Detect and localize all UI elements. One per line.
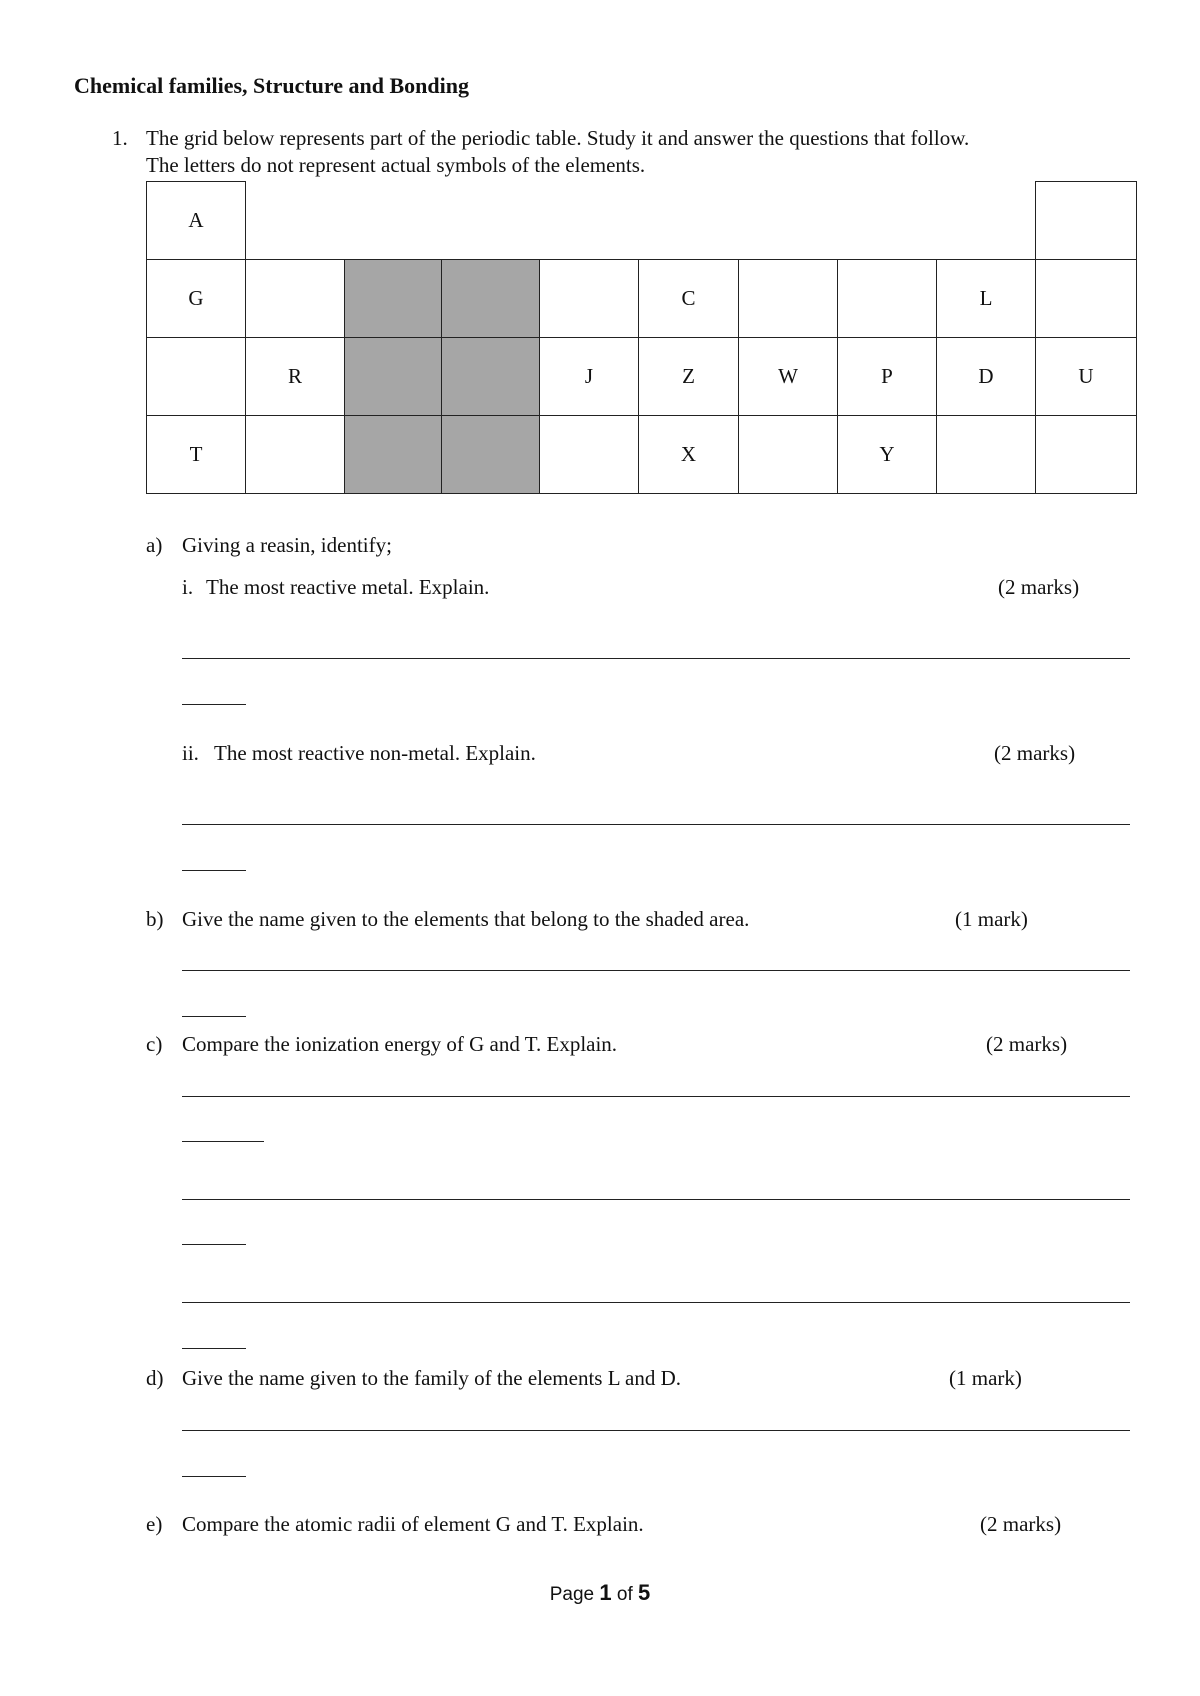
grid-cell-shaded	[442, 260, 540, 338]
answer-line[interactable]	[182, 970, 1130, 971]
answer-line[interactable]	[182, 1141, 264, 1142]
footer-page-total: 5	[638, 1580, 651, 1605]
part-a-i-label: i.	[182, 575, 194, 599]
grid-cell-shaded	[345, 416, 442, 494]
grid-cell	[1036, 416, 1137, 494]
grid-row-1	[147, 182, 1137, 260]
periodic-table-grid	[146, 181, 1137, 494]
answer-line[interactable]	[182, 658, 1130, 659]
part-c-marks: (2 marks)	[986, 1032, 1068, 1056]
grid-cell-shaded	[442, 416, 540, 494]
question-intro-line2: The letters do not represent actual symbols of the elements.	[146, 153, 646, 177]
page-title: Chemical families, Structure and Bonding	[74, 73, 470, 98]
answer-line[interactable]	[182, 1199, 1130, 1200]
answer-line[interactable]	[182, 1244, 246, 1245]
grid-cell: G	[147, 260, 246, 338]
grid-cell: X	[639, 416, 739, 494]
grid-cell-shaded	[345, 260, 442, 338]
answer-line[interactable]	[182, 1302, 1130, 1303]
part-a-text: Giving a reasin, identify;	[182, 533, 392, 557]
grid-cell: U	[1036, 338, 1137, 416]
grid-gap	[246, 182, 1036, 260]
grid-row-4	[147, 416, 1137, 494]
part-e-label: e)	[146, 1512, 163, 1536]
part-a-i-text: The most reactive metal. Explain.	[206, 575, 490, 599]
part-e-marks: (2 marks)	[980, 1512, 1062, 1536]
grid-cell: P	[838, 338, 937, 416]
grid-cell	[246, 260, 345, 338]
grid-cell: Z	[639, 338, 739, 416]
part-d-text: Give the name given to the family of the elements L and D.	[182, 1366, 681, 1390]
grid-cell: T	[147, 416, 246, 494]
part-b-marks: (1 mark)	[955, 907, 1028, 931]
grid-cell: L	[937, 260, 1036, 338]
answer-line[interactable]	[182, 704, 246, 705]
part-a-ii-marks: (2 marks)	[994, 741, 1076, 765]
part-a-ii-label: ii.	[182, 741, 199, 765]
grid-cell-shaded	[442, 338, 540, 416]
grid-row-2	[147, 260, 1137, 338]
grid-cell	[739, 416, 838, 494]
page-footer	[0, 1580, 1200, 1606]
grid-cell	[540, 260, 639, 338]
answer-line[interactable]	[182, 1430, 1130, 1431]
grid-cell	[739, 260, 838, 338]
answer-line[interactable]	[182, 1476, 246, 1477]
part-a-i-marks: (2 marks)	[998, 575, 1080, 599]
footer-of-word: of	[616, 1584, 633, 1605]
answer-line[interactable]	[182, 1096, 1130, 1097]
part-d-label: d)	[146, 1366, 164, 1390]
grid-cell: J	[540, 338, 639, 416]
question-number: 1.	[112, 126, 128, 150]
grid-cell	[246, 416, 345, 494]
answer-line[interactable]	[182, 870, 246, 871]
grid-cell	[1036, 182, 1137, 260]
grid-cell	[540, 416, 639, 494]
part-c-text: Compare the ionization energy of G and T. Explain.	[182, 1032, 618, 1056]
grid-cell-shaded	[345, 338, 442, 416]
grid-cell	[838, 260, 937, 338]
grid-row-3	[147, 338, 1137, 416]
grid-cell	[147, 338, 246, 416]
part-a-label: a)	[146, 533, 163, 557]
part-e-text: Compare the atomic radii of element G and T. Explain.	[182, 1512, 644, 1536]
footer-page-number: 1	[599, 1580, 612, 1605]
grid-cell	[1036, 260, 1137, 338]
grid-cell: W	[739, 338, 838, 416]
answer-line[interactable]	[182, 1348, 246, 1349]
grid-cell: A	[147, 182, 246, 260]
part-d-marks: (1 mark)	[949, 1366, 1022, 1390]
grid-cell: C	[639, 260, 739, 338]
grid-cell	[937, 416, 1036, 494]
part-c-label: c)	[146, 1032, 163, 1056]
part-a-ii-text: The most reactive non-metal. Explain.	[214, 741, 536, 765]
grid-cell: R	[246, 338, 345, 416]
answer-line[interactable]	[182, 824, 1130, 825]
grid-cell: D	[937, 338, 1036, 416]
part-b-label: b)	[146, 907, 164, 931]
question-intro-line1: The grid below represents part of the periodic table. Study it and answer the questions that follow.	[146, 126, 970, 150]
answer-line[interactable]	[182, 1016, 246, 1017]
footer-page-word: Page	[549, 1584, 595, 1605]
grid-cell: Y	[838, 416, 937, 494]
part-b-text: Give the name given to the elements that belong to the shaded area.	[182, 907, 750, 931]
